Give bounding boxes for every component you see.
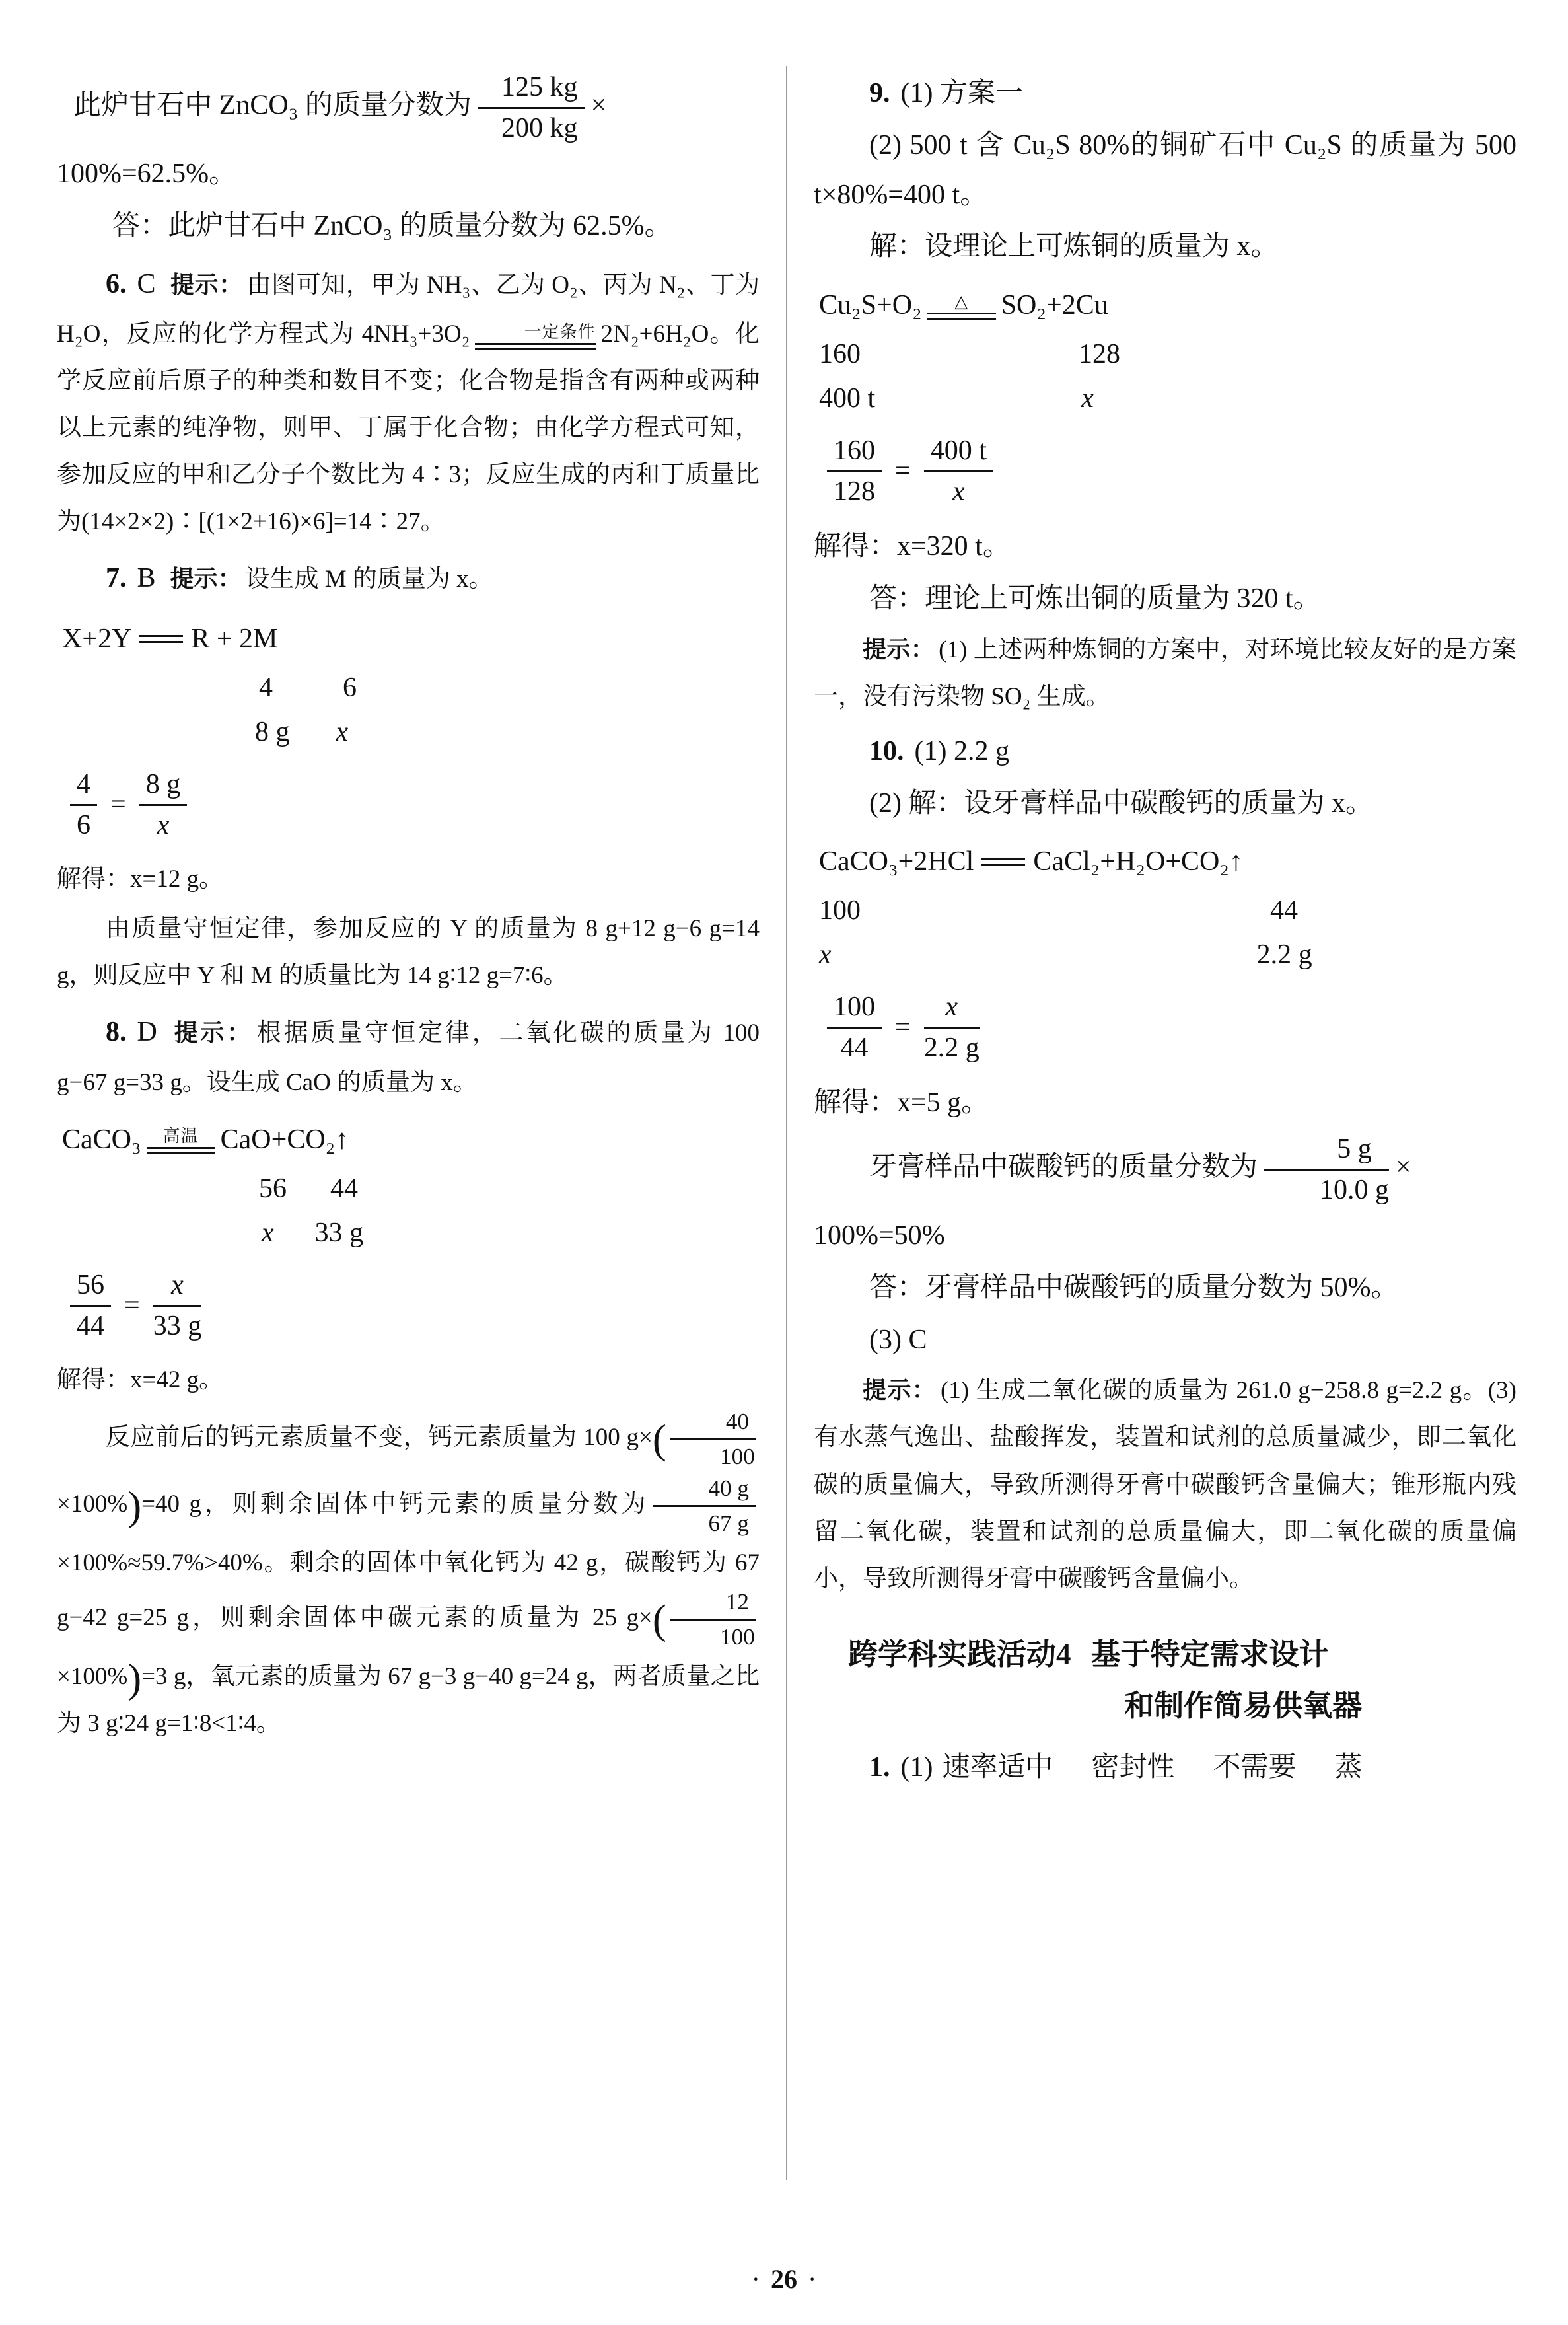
fraction-numerator: 100 — [827, 990, 882, 1029]
item-8-analysis — [57, 1406, 760, 1747]
equals-sign: = — [110, 790, 126, 821]
item-number: 9. — [869, 78, 890, 108]
molar-mass: 44 — [330, 1173, 358, 1204]
item-number: 10. — [869, 735, 904, 766]
unknown-x: x — [1081, 383, 1094, 414]
given-mass: 400 t — [819, 383, 876, 414]
right-paren: ) — [127, 1482, 142, 1529]
answer-letter: B — [137, 563, 156, 594]
stoichiometry-row — [57, 1167, 760, 1210]
fraction — [924, 433, 993, 509]
unknown-x: x — [336, 717, 349, 747]
molar-mass: 4 — [259, 672, 273, 703]
continuation-result-line: 100%=62.5%。 — [57, 159, 237, 189]
left-paren: ( — [652, 1596, 666, 1642]
fraction — [924, 990, 980, 1065]
reaction-condition-equals — [147, 1126, 215, 1155]
equals-double-line — [139, 635, 183, 643]
fraction-denominator: 100 — [720, 1444, 755, 1469]
answer-sentence: 答：此炉甘石中 ZnCO₃ 的质量分数为 62.5%。 — [112, 210, 672, 241]
proportion-equation — [63, 766, 760, 844]
mass-fraction-result: 100%=50% — [814, 1220, 945, 1251]
products: CaO+CO₂↑ — [220, 1124, 349, 1155]
item-9-hint — [814, 626, 1516, 720]
hint-text: 设生成 M 的质量为 x。 — [245, 566, 493, 593]
equals-double-line — [981, 858, 1025, 866]
item-9-part2: (2) 500 t 含 Cu₂S 80%的铜矿石中 Cu₂S 的质量为 500 t×80%=400 t。 — [814, 129, 1516, 210]
stoichiometry-row — [814, 333, 1516, 376]
equals-sign: = — [895, 456, 911, 487]
part-label: (1) — [900, 1752, 933, 1783]
left-paren: ( — [652, 1416, 666, 1463]
unknown-x: x — [262, 1217, 274, 1248]
right-paren: ) — [127, 1654, 142, 1701]
item-number: 1. — [869, 1752, 890, 1783]
answer-letter: D — [137, 1017, 157, 1048]
chemical-equation — [62, 1119, 760, 1161]
solve-result-line: 解得：x=12 g。 — [57, 866, 224, 893]
chemical-equation — [819, 841, 1516, 883]
hint-text: 反应前后的钙元素质量不变，钙元素质量为 100 g× — [106, 1423, 653, 1451]
fraction — [670, 1588, 756, 1652]
fraction-numerator: x — [924, 990, 980, 1029]
item-number: 6. — [106, 268, 127, 299]
given-mass: 8 g — [255, 717, 290, 747]
fraction-numerator: 400 t — [924, 433, 993, 472]
fraction-numerator: 125 kg — [478, 70, 585, 109]
column-divider — [786, 66, 787, 2180]
solution-setup-line: 解：设理论上可炼铜的质量为 x。 — [869, 231, 1279, 262]
proportion-equation — [820, 432, 1516, 510]
fraction — [653, 1474, 756, 1538]
chemical-equation — [62, 618, 760, 660]
answer-blank: 不需要 — [1213, 1752, 1297, 1783]
products: R + 2M — [191, 623, 278, 654]
double-bond-line — [147, 1147, 215, 1154]
stoichiometry-row — [814, 377, 1516, 420]
fraction-denominator: 33 g — [153, 1310, 202, 1341]
fraction — [70, 767, 97, 842]
fraction-numerator: 56 — [70, 1268, 111, 1307]
fraction — [827, 433, 882, 509]
hint-label: 提示： — [171, 1019, 253, 1047]
reaction-condition: 一定条件 — [524, 322, 596, 342]
fraction-denominator: x — [952, 476, 965, 507]
solve-result-line: 解得：x=320 t。 — [814, 531, 1011, 562]
hint-text: ×100%≈59.7%>40%。剩余的固体中氧化钙为 42 g，碳酸钙为 67 g−42 g=25 g，则剩余固体中碳元素的质量为 25 g× — [57, 1549, 760, 1631]
chemical-equation — [819, 285, 1516, 326]
hint-text: =40 g，则剩余固体中钙元素的质量分数为 — [141, 1490, 649, 1518]
equals-sign: = — [895, 1012, 911, 1043]
molar-mass: 100 — [819, 895, 861, 926]
fraction — [153, 1268, 202, 1343]
section-heading — [814, 1629, 1516, 1733]
hint-text: 根据质量守恒定律，二氧化碳的质量为 100 g−67 g=33 g。设生成 CaO 的质量为 x。 — [57, 1019, 760, 1096]
equals-sign: = — [124, 1290, 140, 1321]
hint-label: 提示： — [863, 635, 935, 663]
continuation-mass-fraction-line — [57, 69, 760, 147]
hint-text: (1) 生成二氧化碳的质量为 261.0 g−258.8 g=2.2 g。(3) 有水蒸气逸出、盐酸挥发，装置和试剂的总质量减少，即二氧化碳的质量偏大，导致所测得牙膏中碳酸钙含量偏大；锥形瓶内残留二氧化碳，装置和试剂的总质量偏大，即二氧化碳的质量偏小，导致所测得牙膏中碳酸钙含量偏小。 — [814, 1377, 1516, 1592]
fraction-numerator: 4 — [70, 767, 97, 806]
given-mass: 2.2 g — [1256, 940, 1312, 971]
item-9-part1 — [814, 69, 1516, 118]
hint-text: ×100% — [57, 1490, 128, 1518]
times-sign: × — [1396, 1152, 1411, 1183]
reactants: CaCO₃ — [62, 1124, 141, 1155]
answer-sentence: 答：理论上可炼出铜的质量为 320 t。 — [869, 583, 1321, 614]
double-bond-line — [927, 313, 996, 320]
molar-mass: 6 — [343, 672, 357, 703]
item-8-solution-head — [57, 1006, 760, 1106]
body-text: 牙膏样品中碳酸钙的质量分数为 — [869, 1152, 1258, 1183]
fraction-numerator: 160 — [827, 433, 882, 472]
fraction-denominator: 67 g — [708, 1510, 749, 1536]
answer-blank: 速率适中 — [942, 1752, 1053, 1783]
item-10-part2: (2) 解：设牙膏样品中碳酸钙的质量为 x。 — [869, 788, 1373, 819]
stoichiometry-row — [57, 667, 760, 710]
answer-blank: 蒸 — [1334, 1752, 1363, 1783]
times-sign: × — [590, 90, 607, 121]
activity-label: 跨学科实践活动4 — [848, 1637, 1071, 1671]
proportion-equation — [63, 1267, 760, 1345]
stoichiometry-row — [814, 889, 1516, 932]
item-number: 7. — [106, 563, 127, 594]
footer-dot: · — [808, 2264, 817, 2294]
fraction — [670, 1407, 756, 1471]
fraction — [139, 767, 188, 842]
products: SO₂+2Cu — [1001, 290, 1108, 320]
fraction-denominator: 100 — [720, 1623, 755, 1650]
fraction — [478, 70, 585, 145]
left-column — [57, 66, 760, 2180]
answer-letter: C — [137, 268, 156, 299]
fraction-numerator: 40 — [670, 1407, 756, 1440]
hint-label: 提示： — [170, 270, 243, 298]
fraction-numerator: 40 g — [653, 1474, 756, 1507]
fraction-denominator: 44 — [840, 1032, 869, 1063]
fraction-numerator: 8 g — [139, 767, 188, 806]
answer-text: (1) 方案一 — [900, 78, 1023, 108]
fraction — [827, 990, 882, 1065]
hint-text: =3 g，氧元素的质量为 67 g−3 g−40 g=24 g，两者质量之比为 3 g∶24 g=1∶8<1∶4。 — [57, 1662, 760, 1737]
reactants: Cu₂S+O₂ — [819, 290, 922, 320]
page-footer — [0, 2264, 1568, 2295]
item-7-solution-head — [57, 552, 760, 605]
fraction-denominator: x — [157, 809, 170, 840]
given-mass: 33 g — [314, 1217, 364, 1248]
answer-sentence: 答：牙膏样品中碳酸钙的质量分数为 50%。 — [869, 1272, 1399, 1303]
activity-title: 基于特定需求设计 — [1090, 1637, 1329, 1671]
fraction-numerator: 12 — [670, 1588, 756, 1621]
fraction-denominator: 200 kg — [501, 112, 578, 143]
delta-heat-symbol: △ — [954, 291, 969, 311]
hint-text: ×100% — [57, 1662, 128, 1690]
fraction-numerator: x — [153, 1268, 202, 1307]
proportion-equation — [820, 988, 1516, 1066]
fraction-denominator: 44 — [77, 1310, 104, 1341]
item-7-analysis: 由质量守恒定律，参加反应的 Y 的质量为 8 g+12 g−6 g=14 g，则反应中 Y 和 M 的质量比为 14 g∶12 g=7∶6。 — [57, 915, 760, 990]
fraction-denominator: 10.0 g — [1320, 1174, 1390, 1205]
fraction — [1264, 1132, 1389, 1207]
reaction-condition-equals — [927, 291, 996, 320]
right-column — [814, 66, 1516, 2180]
double-bond-line — [475, 343, 595, 350]
item-10-part1 — [814, 727, 1516, 776]
item-1-answers — [814, 1743, 1516, 1792]
answer-blank: 密封性 — [1091, 1752, 1175, 1783]
item-10-part3: (3) C — [869, 1324, 927, 1355]
fraction-denominator: 128 — [834, 476, 875, 507]
hint-text: 2N₂+6H₂O。化学反应前后原子的种类和数目不变；化合物是指含有两种或两种以上元素的纯净物，则甲、丁属于化合物；由化学方程式可知，参加反应的甲和乙分子个数比为 4∶3；反应生成的丙和丁质量比为(14×2×2)∶[(1×2+16)×6]=14∶27。 — [57, 320, 760, 536]
molar-mass: 128 — [1079, 339, 1120, 369]
solve-result-line: 解得：x=42 g。 — [57, 1366, 224, 1394]
products: CaCl₂+H₂O+CO₂↑ — [1033, 846, 1243, 877]
fraction-denominator: 2.2 g — [923, 1032, 980, 1063]
unknown-x: x — [819, 940, 832, 971]
item-10-hint — [814, 1367, 1516, 1602]
page-number: 26 — [771, 2264, 797, 2294]
mass-fraction-line — [814, 1130, 1516, 1208]
footer-dot: · — [751, 2264, 760, 2294]
hint-text: (1) 上述两种炼铜的方案中，对环境比较友好的是方案一，没有污染物 SO₂ 生成。 — [814, 636, 1516, 710]
fraction-numerator: 5 g — [1264, 1132, 1389, 1171]
body-text: 此炉甘石中 ZnCO₃ 的质量分数为 — [73, 90, 472, 121]
section-heading-line1 — [814, 1629, 1516, 1681]
item-6-solution — [57, 258, 760, 546]
hint-text: 由图可知，甲为 NH₃、乙为 O₂、丙为 N₂、丁为 H₂O，反应的化学方程式为 4NH₃+3O₂ — [57, 271, 760, 348]
molar-mass: 44 — [1270, 895, 1298, 926]
reaction-condition: 高温 — [162, 1126, 199, 1146]
stoichiometry-row — [57, 711, 760, 754]
hint-label: 提示： — [170, 565, 242, 593]
fraction-denominator: 6 — [77, 809, 90, 840]
answer-text: (1) 2.2 g — [914, 735, 1009, 766]
molar-mass: 56 — [259, 1173, 287, 1204]
fraction — [70, 1268, 111, 1343]
stoichiometry-row — [57, 1212, 760, 1255]
hint-label: 提示： — [863, 1376, 937, 1404]
reaction-condition-equals — [475, 322, 595, 351]
stoichiometry-row — [814, 934, 1516, 977]
reactants: CaCO₃+2HCl — [819, 846, 974, 877]
solve-result-line: 解得：x=5 g。 — [814, 1088, 989, 1119]
reactants: X+2Y — [62, 623, 132, 654]
section-heading-line2: 和制作简易供氧器 — [1124, 1689, 1363, 1723]
item-number: 8. — [106, 1017, 127, 1048]
molar-mass: 160 — [819, 339, 861, 369]
